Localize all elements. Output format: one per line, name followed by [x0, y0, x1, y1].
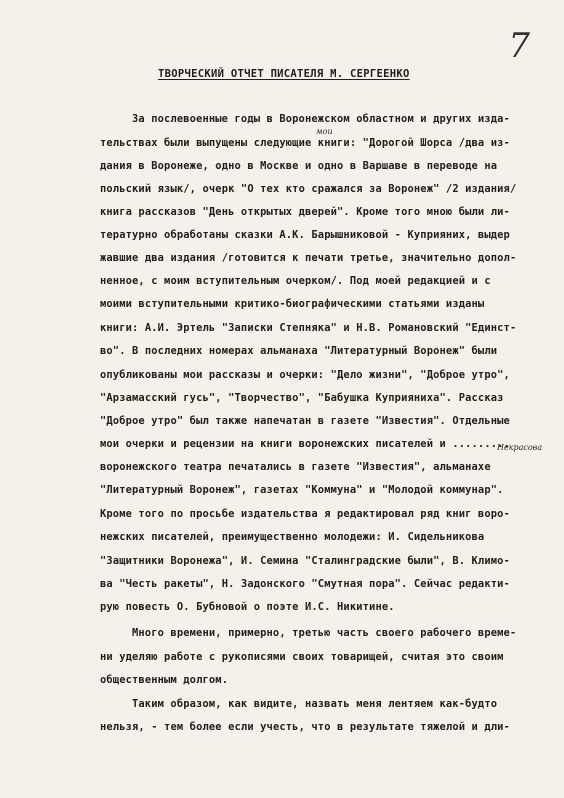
text-line: рую повесть О. Бубновой о поэте И.С. Никитине.: [100, 601, 395, 613]
text-line: во". В последних номерах альманаха "Литературный Воронеж" были: [100, 345, 498, 357]
text-line: общественным долгом.: [100, 674, 229, 686]
document-title: ТВОРЧЕСКИЙ ОТЧЕТ ПИСАТЕЛЯ М. СЕРГЕЕНКО: [158, 68, 410, 80]
text-line: опубликованы мои рассказы и очерки: "Дело жизни", "Доброе утро",: [100, 369, 510, 381]
text-line: нельзя, - тем более если учесть, что в результате тяжелой и дли-: [100, 721, 510, 733]
handwritten-insertion: мои: [316, 127, 333, 136]
text-line: "Доброе утро" был также напечатан в газете "Известия". Отдельные: [100, 415, 510, 427]
text-line: польский язык/, очерк "О тех кто сражался за Воронеж" /2 издания/: [100, 183, 517, 195]
text-line: "Арзамасский гусь", "Творчество", "Бабушка Куприяниха". Рассказ: [100, 392, 504, 404]
text-line: "Литературный Воронеж", газетах "Коммуна" и "Молодой коммунар".: [100, 484, 504, 496]
handwritten-insertion: Некрасова: [497, 443, 543, 452]
text-line: Таким образом, как видите, назвать меня лентяем как-будто: [132, 698, 498, 710]
text-line: моими вступительными критико-биографическими статьями изданы: [100, 298, 485, 310]
text-line: тельствах были выпущены следующие книги: "Дорогой Шорса /два из-: [100, 137, 510, 149]
text-line: книги: А.И. Эртель "Записки Степняка" и Н.В. Романовский "Единст-: [100, 322, 517, 334]
text-line: "Защитники Воронежа", И. Семина "Сталинградские были", В. Климо-: [100, 555, 510, 567]
page-number: 7: [508, 26, 530, 66]
text-line: жавшие два издания /готовится к печати третье, значительно допол-: [100, 252, 517, 264]
text-line: нежских писателей, преимущественно молодежи: И. Сидельникова: [100, 531, 485, 543]
text-line: тературно обработаны сказки А.К. Барышниковой - Куприяних, выдер: [100, 229, 510, 241]
text-line: ва "Честь ракеты", Н. Задонского "Смутная пора". Сейчас редакти-: [100, 578, 510, 590]
text-line: Много времени, примерно, третью часть своего рабочего време-: [132, 627, 517, 639]
text-line: ненное, с моим вступительным очерком/. Под моей редакцией и с: [100, 275, 491, 287]
text-line: ни уделяю работе с рукописями своих товарищей, считая это своим: [100, 651, 504, 663]
text-line: За послевоенные годы в Воронежском областном и других изда-: [132, 113, 510, 125]
text-line: дания в Воронеже, одно в Москве и одно в Варшаве в переводе на: [100, 160, 498, 172]
text-line: воронежского театра печатались в газете "Известия", альманахе: [100, 461, 491, 473]
text-line: мои очерки и рецензии на книги воронежских писателей и .........: [100, 438, 510, 450]
text-line: книга рассказов "День открытых дверей". Кроме того мною были ли-: [100, 206, 510, 218]
text-line: Кроме того по просьбе издательства я редактировал ряд книг воро-: [100, 508, 510, 520]
